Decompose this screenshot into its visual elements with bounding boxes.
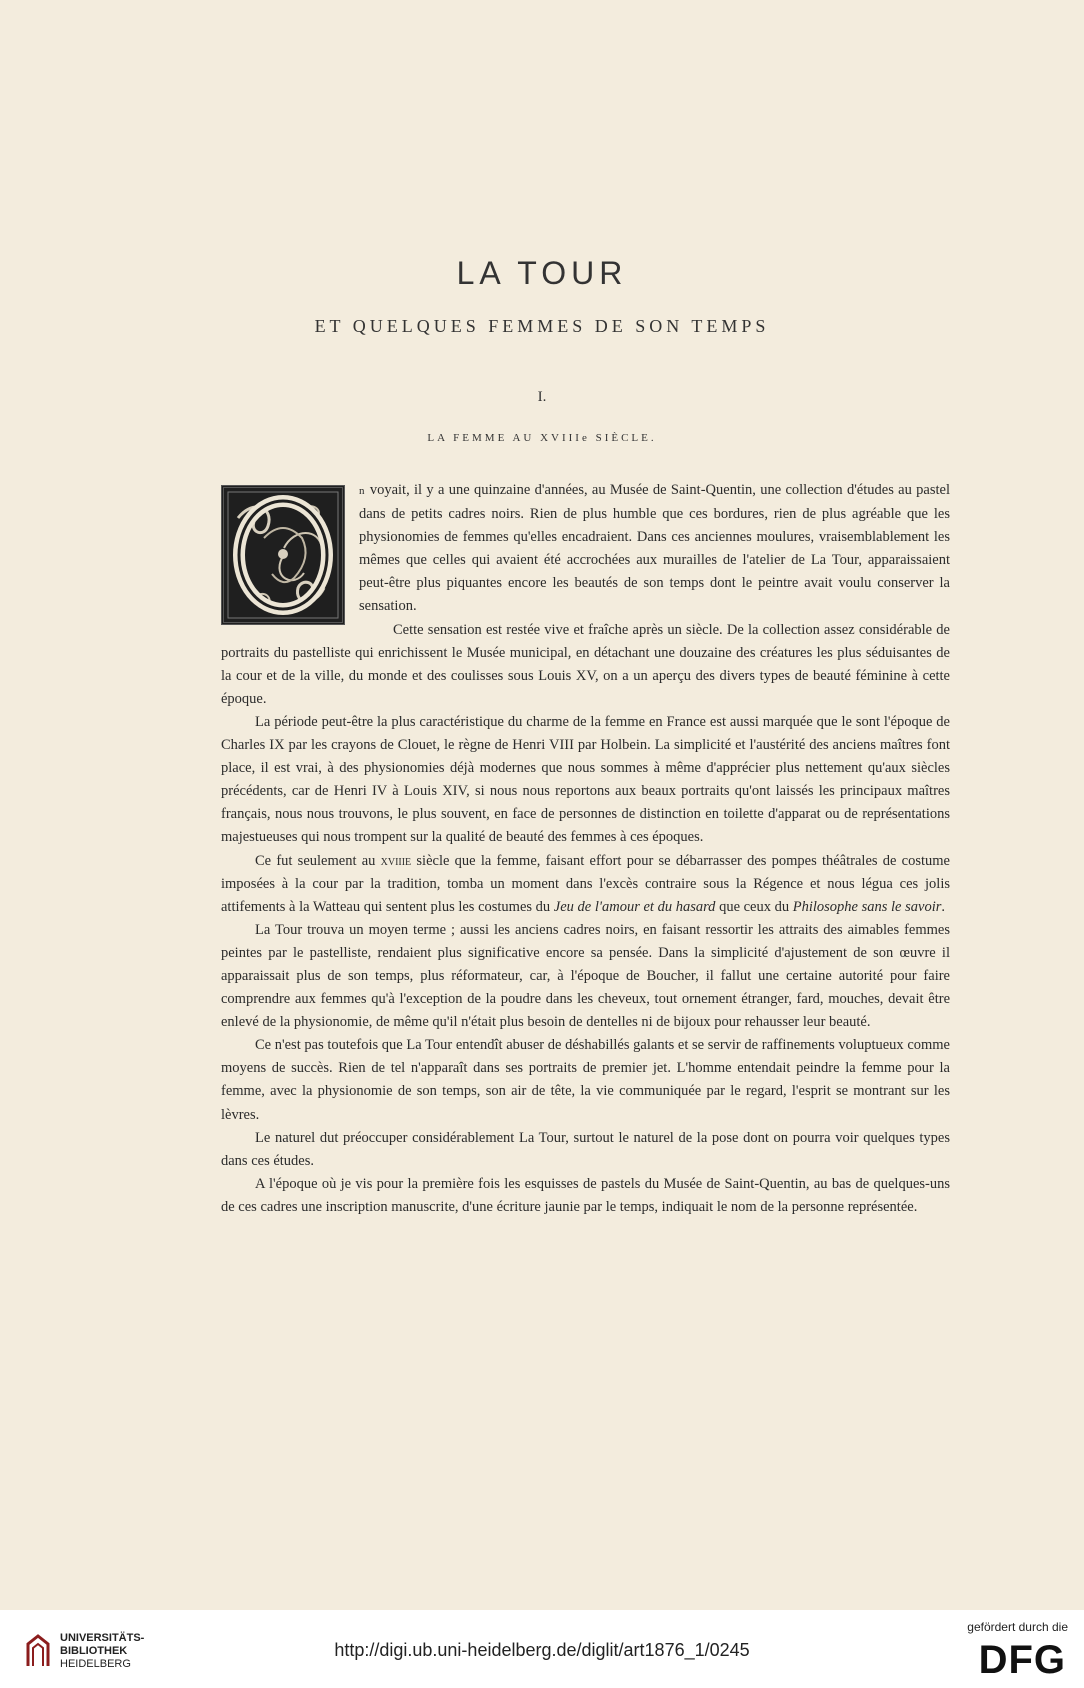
page-subtitle: ET QUELQUES FEMMES DE SON TEMPS [314,316,770,336]
paragraph-4-part-a: Ce fut seulement au [255,852,381,869]
paragraph-3: La période peut-être la plus caractéristique du charme de la femme en France est aussi marquée que le sont l'époque de Charles IX par les crayons de Clouet, le règne de Henri VIII par Holbein. La simplicité et l'austérité des anciens maîtres font place, il est vrai, à des physionomies déjà modernes que nous sommes à même d'apprécier plus nettement qu'aux siècles précédents, car de Henri IV à Louis XIV, si nous nous reportons aux beaux portraits qu'ont laissés les principaux maîtres français, nous nous trouvons, le plus souvent, en face de personnes de distinction en toilette d'apparat ou de représentations majestueuses qui nous trompent sur la qualité de beauté des femmes à ces époques. [221,713,950,846]
ornamental-initial-o-icon [221,485,345,625]
library-line-3: HEIDELBERG [60,1658,131,1670]
body-text [221,479,950,1219]
paragraph-4 [221,850,950,919]
paragraph-8: A l'époque où je vis pour la première fois les esquisses de pastels du Musée de Saint-Quentin, au bas de quelques-uns de ces cadres une inscription manuscrite, d'une écriture jaunie par le temps, indiquait le nom de la personne représentée. [221,1175,950,1215]
page-title: LA TOUR [456,255,628,291]
viewer-footer [0,1610,1084,1688]
work-title-philosophe: Philosophe sans le savoir [792,898,942,915]
permalink-url[interactable]: http://digi.ub.uni-heidelberg.de/diglit/art1876_1/0245 [334,1640,750,1660]
library-line-1: UNIVERSITÄTS- [60,1632,145,1644]
work-title-jeu: Jeu de l'amour et du hasard [553,898,716,915]
section-title: LA FEMME AU XVIIIe SIÈCLE. [427,432,657,444]
funded-by-label: gefördert durch die [967,1620,1068,1634]
paragraph-1-text: voyait, il y a une quinzaine d'années, au Musée de Saint-Quentin, une collection d'études au pastel dans de petits cadres noirs. Rien de plus humble que ces bordures, rien de plus agréable que les physionomies de femmes qu'elles encadraient. Dans ces anciennes moulures, vraisemblablement les mêmes que celles qui avaient été accrochées aux murailles de l'atelier de La Tour, apparaissaient peut-être plus piquantes encore les beautés de son temps dont le peintre avait voulu conserver la sensation. [359,482,950,615]
library-line-2: BIBLIOTHEK [60,1645,128,1657]
dfg-logo: DFG [978,1638,1066,1682]
paragraph-2: Cette sensation est restée vive et fraîche après un siècle. De la collection assez considérable de portraits du pastelliste qui enrichissent le Musée municipal, en détachant une douzaine des créatures les plus séduisantes de la cour et de la ville, du monde et des coulisses sous Louis XV, on a un aperçu des divers types de beauté féminine à cette époque. [221,621,950,707]
paragraph-7: Le naturel dut préoccuper considérablement La Tour, surtout le naturel de la pose dont on pourra voir quelques types dans ces études. [221,1129,950,1169]
paragraph-5: La Tour trouva un moyen terme ; aussi les anciens cadres noirs, en faisant ressortir les attraits des aimables femmes peintes par le pastelliste, rendaient plus significative encore sa pensée. Dans la simplicité d'ajustement de son œuvre il apparaissait plus de son temps, plus réformateur, car, à l'époque de Boucher, il fallut une certaine autorité pour faire comprendre aux femmes qu'à l'exception de la poudre dans les cheveux, tout ornement étranger, fard, mouches, devait être enlevé de la physionomie, de même qu'il n'était plus besoin de dentelles ni de bijoux pour rehausser leur beauté. [221,921,950,1031]
paragraph-6: Ce n'est pas toutefois que La Tour entendît abuser de déshabillés galants et se servir de raffinements voluptueux comme moyens de succès. Rien de tel n'apparaît dans ses portraits de premier jet. L'homme entendait peindre la femme pour la femme, avec la physionomie de son temps, son air de tête, la vie communiquée par le regard, l'esprit se montrant sur les lèvres. [221,1037,950,1123]
paragraph-4-part-c: que ceux du [715,898,793,915]
section-number: I. [537,389,547,405]
paragraph-4-part-d: . [941,898,945,915]
century-numeral: xviiie [380,852,412,869]
paragraph-4-part-b: siècle que la femme, faisant effort pour se débarrasser des pompes théâtrales de costume imposées à la cour par la tradition, tomba un moment dans l'excès contraire sous la Régence et nous légua ces jolis attifements à la Watteau qui sentent plus les costumes du [221,852,950,915]
opening-letter: n [359,485,366,497]
